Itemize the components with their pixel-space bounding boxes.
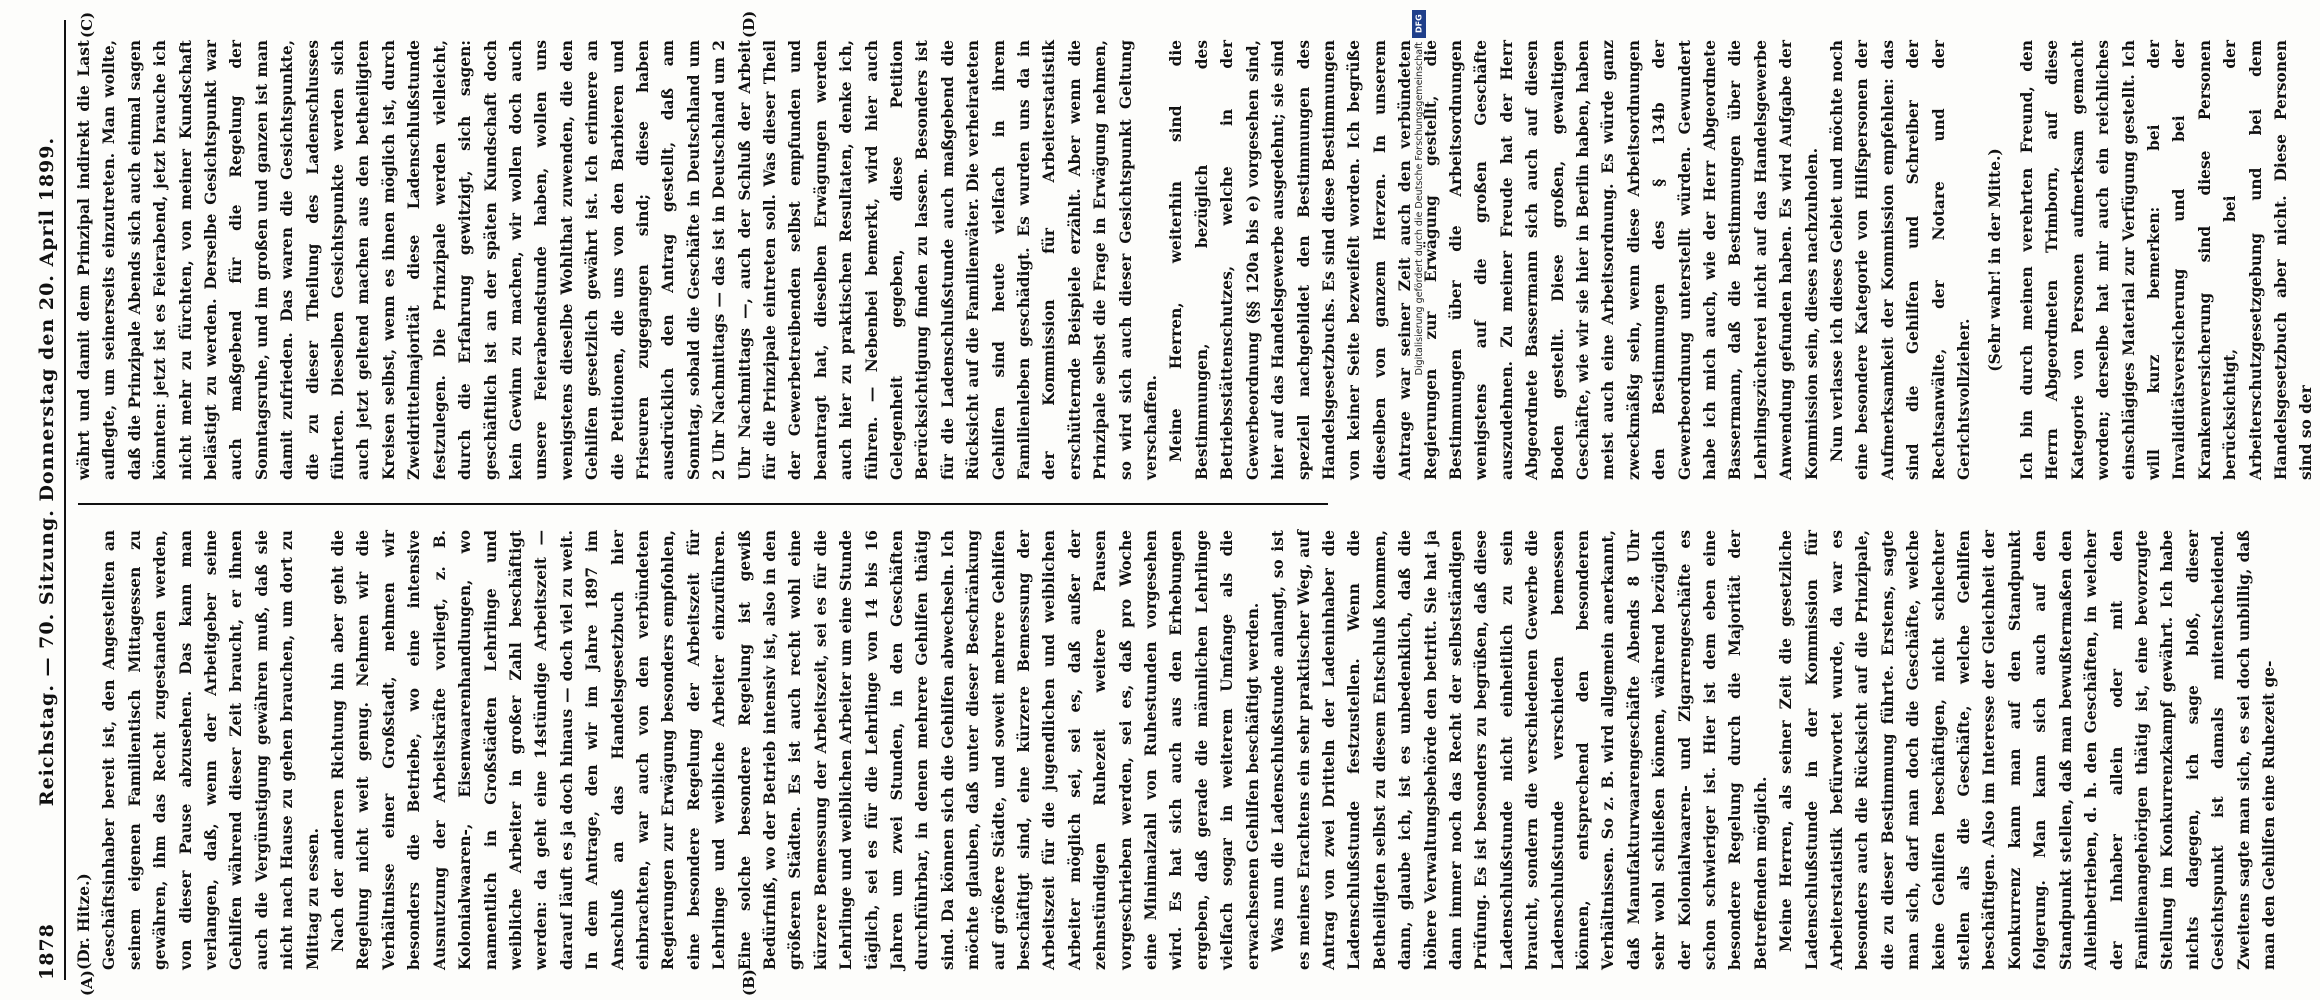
marker-d: (D)	[740, 10, 758, 38]
paragraph: Ich bin durch meinen verehrten Freund, den Herrn Abgeordneten Trimborn, auf diese Kategorie von Personen aufmerksam gemacht worden; derselbe hat mir auch ein reichliches einschlägiges Material zur Verfügung gestellt. Ich will kurz bemerken: bei der Invaliditätsversicherung und bei der Krankenversicherung sind diese Personen berücksichtigt, bei der Arbeiterschutzgesetzgebung und bei dem Handelsgesetzbuch aber nicht. Diese Personen sind so der	[2017, 40, 2316, 480]
marker-c: (C)	[78, 11, 96, 38]
paragraph: Was nun die Ladenschlußstunde anlangt, so ist es meines Erachtens ein sehr praktischer Weg, auf Antrag von zwei Dritteln der Ladeninhaber die Ladenschlußstunde festzustellen. Wenn die Betheiligten selbst zu diesem Entschluß kommen, dann, glaube ich, ist es unbedenklich, daß die höhere Verwaltungsbehörde den betritt. Sie hat ja dann immer noch das Recht der selbstständigen Prüfung. Es ist besonders zu begrüßen, daß diese Ladenschlußstunde nicht einheitlich zu sein braucht, sondern die verschiedenen Gewerbe die Ladenschlußstunde verschieden bemessen können, entsprechend den besonderen Verhältnissen. So z. B. wird allgemein anerkannt, daß Manufakturwaarengeschäfte Abends 8 Uhr sehr wohl schließen können, während bezüglich der Kolonialwaaren- und Zigarrengeschäfte es schon schwieriger ist. Hier ist dem eben eine besondere Regelung durch die Majorität der Betreffenden möglich.	[1269, 530, 1770, 970]
paragraph: Geschäftsinhaber bereit ist, den Angestellten an seinem eigenen Familientisch Mittagessen zu gewähren, ihm das Recht zugestanden werden, von dieser Pause abzusehen. Das kann man verlangen, daß, wenn der Arbeitgeber seine Gehilfen während dieser Zeit braucht, er ihnen auch die Vergünstigung gewähren muß, daß sie nicht nach Hause zu gehen brauchen, um dort zu Mittag zu essen.	[100, 530, 322, 970]
column-divider	[78, 503, 1328, 505]
marker-a: (A)	[78, 970, 96, 996]
dfg-logo: DFG	[1412, 10, 1426, 38]
page-number: 1878	[36, 923, 58, 980]
paragraph: (Dr. Hitze.)	[75, 873, 93, 970]
digitization-note: Digitalisierung gefördert durch die Deutsche Forschungsgemeinschaft	[1413, 42, 1425, 376]
left-column	[72, 530, 2278, 970]
paragraph: Nach der anderen Richtung hin aber geht die Regelung nicht weit genug. Nehmen wir die Verhältnisse einer Großstadt, nehmen wir besonders die Betriebe, wo eine intensive Ausnutzung der Arbeitskräfte vorliegt, z. B. Kolonialwaaren-, Eisenwaarenhandlungen, wo namentlich in Großstädten Lehrlinge und weibliche Arbeiter in großer Zahl beschäftigt werden: da geht eine 14stündige Arbeitszeit — darauf läuft es ja doch hinaus — doch viel zu weit. In dem Antrage, den wir im Jahre 1897 im Anschluß an das Handelsgesetzbuch hier einbrachten, war auch von den verbündeten Regierungen zur Erwägung besonders empfohlen, eine besondere Regelung der Arbeitszeit für Lehrlinge und weibliche Arbeiter einzuführen. Eine solche besondere Regelung ist gewiß Bedürfniß, wo der Betrieb intensiv ist, also in den größeren Städten. Es ist auch recht wohl eine kürzere Bemessung der Arbeitszeit, sei es für die Lehrlinge und weiblichen Arbeiter um eine Stunde täglich, sei es für die Lehrlinge von 14 bis 16 Jahren um zwei Stunden, in den Geschäften durchführbar, in denen mehrere Gehilfen thätig sind. Da können sich die Gehilfen abwechseln. Ich möchte glauben, daß unter dieser Beschränkung auf größere Städte, und soweit mehrere Gehilfen beschäftigt sind, eine kürzere Bemessung der Arbeitszeit für die jugendlichen und weiblichen Arbeiter möglich sei, sei es, daß außer der zehnstündigen Ruhezeit weitere Pausen vorgeschrieben werden, sei es, daß pro Woche eine Minimalzahl von Ruhestunden vorgesehen wird. Es hat sich auch aus den Erhebungen ergeben, daß gerade die männlichen Lehrlinge vielfach sogar in weiterem Umfange als die erwachsenen Gehilfen beschäftigt werden.	[329, 530, 1262, 970]
paragraph: Nun verlasse ich dieses Gebiet und möchte noch eine besondere Kategorie von Hilfspersonen der Aufmerksamkeit der Kommission empfehlen: das sind die Gehilfen und Schreiber der Rechtsanwälte, der Notare und der Gerichtsvollzieher.	[1828, 40, 1974, 480]
paragraph: Meine Herren, als seiner Zeit die gesetzliche Ladenschlußstunde in der Kommission für Arbeiterstatistik befürwortet wurde, da war es besonders auch die Rücksicht auf die Prinzipale, die zu dieser Bestimmung führte. Erstens, sagte man sich, darf man doch die Geschäfte, welche keine Gehilfen beschäftigen, nicht schlechter stellen als die Geschäfte, welche Gehilfen beschäftigen. Also im Interesse der Gleichheit der Konkurrenz kann man auf den Standpunkt folgerung. Man kann sich auch auf den Standpunkt stellen, daß man bewußtermaßen den Alleinbetrieben, d. h. den Geschäften, in welcher der Inhaber allein oder mit den Familienangehörigen thätig ist, eine bevorzugte Stellung im Konkurrenzkampf gewährt. Ich habe nichts dagegen, ich sage bloß, dieser Gesichtspunkt ist damals mitentscheidend. Zweitens sagte man sich, es sei doch unbillig, daß man den Gehilfen eine Ruhezeit ge-	[1777, 530, 2278, 970]
side-note	[1412, 10, 1426, 990]
marker-b: (B)	[740, 969, 758, 996]
page-title: Reichstag. — 70. Sitzung. Donnerstag den 20. April 1899.	[36, 136, 58, 807]
page-header	[18, 20, 66, 980]
paragraph: währt und damit dem Prinzipal indirekt die Last auflegte, um seinerseits einzutreten. Man wollte, daß die Prinzipale Abends sich auch einmal sagen könnten: jetzt ist es Feierabend, jetzt brauche ich nicht mehr zu fürchten, von meiner Kundschaft belästigt zu werden. Derselbe Gesichtspunkt war auch maßgebend für die Regelung der Sonntagsruhe, und im großen und ganzen ist man damit zufrieden. Das waren die Gesichtspunkte, die zu dieser Theilung des Ladenschlusses führten. Dieselben Gesichtspunkte werden sich auch jetzt geltend machen aus den betheiligten Kreisen selbst, wenn es ihnen möglich ist, durch Zweidrittelmajorität diese Ladenschlußstunde festzulegen. Die Prinzipale werden vielleicht, durch die Erfahrung gewitzigt, sich sagen: geschäftlich ist an der späten Kundschaft doch kein Gewinn zu machen, wir wollen doch auch unsere Feierabendstunde haben, wollen uns wenigstens dieselbe Wohlthat zuwenden, die den Gehilfen gesetzlich gewährt ist. Ich erinnere an die Petitionen, die uns von den Barbieren und Friseuren zugegangen sind; diese haben ausdrücklich den Antrag gestellt, daß am Sonntag, sobald die Geschäfte in Deutschland um 2 Uhr Nachmittags — das ist in Deutschland um 2 Uhr Nachmittags —, auch der Schluß der Arbeit für die Prinzipale eintreten soll. Was dieser Theil der Gewerbetreibenden selbst empfunden und beantragt hat, dieselben Erwägungen werden auch hier zu praktischen Resultaten, denke ich, führen. — Nebenbei bemerkt, wird hier auch Gelegenheit gegeben, diese Petition Berücksichtigung finden zu lassen. Besonders ist für die Ladenschlußstunde auch maßgebend die Rücksicht auf die Familienväter. Die verheirateten Gehilfen sind heute vielfach in ihrem Familienleben geschädigt. Es wurden uns da in der Kommission für Arbeiterstatistik erschütternde Beispiele erzählt. Aber wenn die Prinzipale selbst die Frage in Erwägung nehmen, so wird sich auch dieser Gesichtspunkt Geltung verschaffen.	[75, 40, 1161, 480]
paragraph: Meine Herren, weiterhin sind die Bestimmungen, bezüglich des Betriebsstättenschutzes, welche in der Gewerbeordnung (§§ 120a bis e) vorgesehen sind, hier auf das Handelsgewerbe ausgedehnt; sie sind speziell nachgebildet den Bestimmungen des Handelsgesetzbuchs. Es sind diese Bestimmungen von keiner Seite bezweifelt worden. Ich begrüße dieselben von ganzem Herzen. In unserem Antrage war seiner Zeit auch den verbündeten Regierungen zur Erwägung gestellt, die Bestimmungen über die Arbeitsordnungen wenigstens auf die großen Geschäfte auszudehnen. Zu meiner Freude hat der Herr Abgeordnete Bassermann sich auch auf diesen Boden gestellt. Diese großen, gewaltigen Geschäfte, wie wir sie hier in Berlin haben, haben meist auch eine Arbeitsordnung. Es würde ganz zweckmäßig sein, wenn diese Arbeitsordnungen den Bestimmungen des § 134b der Gewerbeordnung unterstellt würden. Gewundert habe ich mich auch, wie der Herr Abgeordnete Bassermann, daß die Bestimmungen über die Lehrlingszüchterei nicht auf das Handelsgewerbe Anwendung gefunden haben. Es wird Aufgabe der Kommission sein, dieses nachzuholen.	[1167, 40, 1821, 480]
paragraph: (Sehr wahr! in der Mitte.)	[1986, 148, 2005, 372]
